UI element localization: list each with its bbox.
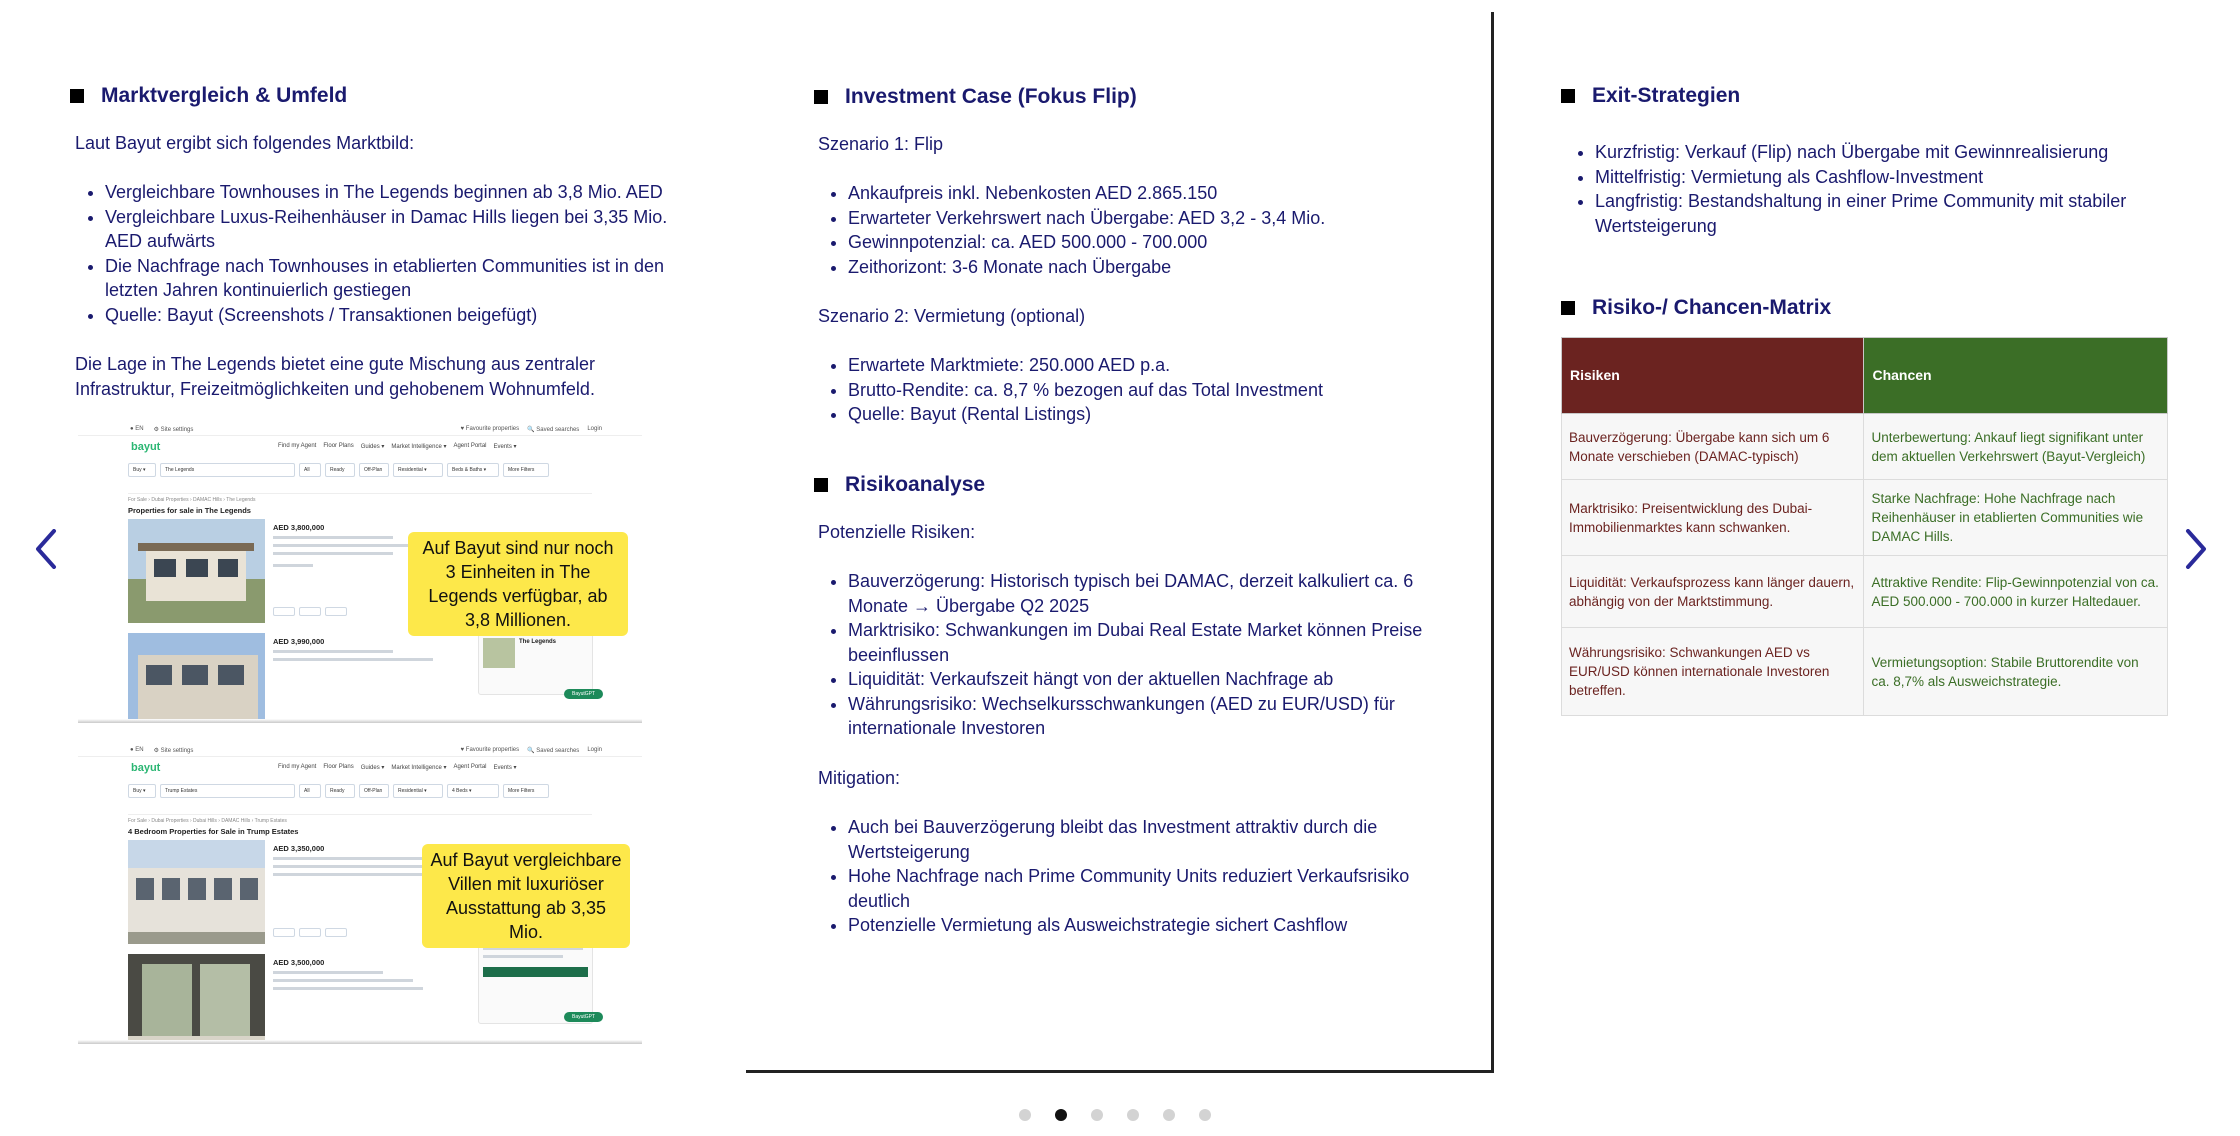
list-item: • Währungsrisiko: Wechselkursschwankungen (AED zu EUR/USD) für internationale Investoren bbox=[848, 692, 1428, 741]
list-item: • Bauverzögerung: Historisch typisch bei DAMAC, derzeit kalkuliert ca. 6 Monate → Übergabe Q2 2025 bbox=[848, 569, 1428, 618]
callout-legends: Auf Bayut sind nur noch 3 Einheiten in The Legends verfügbar, ab 3,8 Millionen. bbox=[408, 532, 628, 636]
square-bullet-icon bbox=[1561, 301, 1575, 315]
summary-text: Die Lage in The Legends bietet eine gute Mischung aus zentraler Infrastruktur, Freizeitmöglichkeiten und gehobenem Wohnumfeld. bbox=[75, 354, 596, 399]
carousel-dot[interactable] bbox=[1019, 1109, 1031, 1121]
community-card: The Legends bbox=[478, 633, 593, 695]
list-item: • Mittelfristig: Vermietung als Cashflow-Investment bbox=[1595, 165, 2165, 190]
chance-cell: Vermietungsoption: Stabile Bruttorendite von ca. 8,7% als Ausweichstrategie. bbox=[1864, 628, 2168, 716]
list-item: • Zeithorizont: 3-6 Monate nach Übergabe bbox=[848, 255, 1458, 280]
square-bullet-icon bbox=[814, 478, 828, 492]
list-item: • Langfristig: Bestandshaltung in einer Prime Community mit stabiler Wertsteigerung bbox=[1595, 189, 2165, 238]
carousel-dot[interactable] bbox=[1127, 1109, 1139, 1121]
slide-page-middle bbox=[746, 12, 1494, 1073]
list-item: • Potenzielle Vermietung als Ausweichstrategie sichert Cashflow bbox=[848, 913, 1418, 938]
listing-price: AED 3,990,000 bbox=[273, 637, 325, 646]
risk-cell: Marktrisiko: Preisentwicklung des Dubai-Immobilienmarktes kann schwanken. bbox=[1562, 480, 1864, 556]
risk-chance-matrix bbox=[1561, 337, 2168, 716]
listing-price: AED 3,350,000 bbox=[273, 844, 325, 853]
square-bullet-icon bbox=[70, 89, 84, 103]
carousel-dot[interactable] bbox=[1091, 1109, 1103, 1121]
callout-trump-estates: Auf Bayut vergleichbare Villen mit luxuriöser Ausstattung ab 3,35 Mio. bbox=[422, 844, 630, 948]
chevron-right-icon bbox=[2184, 529, 2208, 569]
list-item: • Ankaufpreis inkl. Nebenkosten AED 2.865.150 bbox=[848, 181, 1458, 206]
list-item: • Quelle: Bayut (Screenshots / Transaktionen beigefügt) bbox=[105, 303, 675, 328]
villa-photo bbox=[128, 633, 265, 723]
intro-text: Laut Bayut ergibt sich folgendes Marktbild: bbox=[75, 133, 415, 153]
mitigation-label: Mitigation: bbox=[818, 768, 901, 788]
list-item: • Kurzfristig: Verkauf (Flip) nach Übergabe mit Gewinnrealisierung bbox=[1595, 140, 2165, 165]
list-item: • Vergleichbare Luxus-Reihenhäuser in Damac Hills liegen bei 3,35 Mio. AED aufwärts bbox=[105, 205, 675, 254]
listing-card bbox=[128, 840, 463, 952]
carousel-dot[interactable] bbox=[1055, 1109, 1067, 1121]
mitigation-list bbox=[818, 815, 1418, 938]
section-title-risiko-chancen-matrix: Risiko-/ Chancen-Matrix bbox=[1561, 296, 1831, 320]
exit-list bbox=[1565, 140, 2165, 238]
chance-cell: Attraktive Rendite: Flip-Gewinnpotenzial von ca. AED 500.000 - 700.000 in kurzer Haltedauer. bbox=[1864, 556, 2168, 628]
bayut-screenshot-trump-estates: ● EN ⚙ Site settings ♥ Favourite properties 🔍 Saved searches Login bayut Find my Agent Floor Plans Guides ▾ Market Intelligence ▾ Agent Portal Events ▾ Buy ▾ Trump Estates All Ready Off-Plan Residential ▾ 4 Beds ▾ More Filters For Sale › Dubai Properties › Dubai Hills › DAMAC Hills › Trump Estates 4 Bedroom Properties for Sale in Trump Estates AED 3,350,000 AED 3,500,000 BayutGPT Auf Bayut vergleichbare Villen mit luxuriöser Ausstattung ab 3,35 Mio. bbox=[78, 744, 642, 1044]
list-item: • Liquidität: Verkaufszeit hängt von der aktuellen Nachfrage ab bbox=[848, 667, 1428, 692]
list-item: • Auch bei Bauverzögerung bleibt das Investment attraktiv durch die Wertsteigerung bbox=[848, 815, 1418, 864]
risk-cell: Liquidität: Verkaufsprozess kann länger dauern, abhängig von der Marktstimmung. bbox=[1562, 556, 1864, 628]
table-row bbox=[1562, 628, 2168, 716]
bayutgpt-button: BayutGPT bbox=[564, 1012, 603, 1022]
carousel-pagination bbox=[1019, 1109, 1211, 1121]
listing-heading: 4 Bedroom Properties for Sale in Trump Estates bbox=[128, 827, 299, 836]
risks-label: Potenzielle Risiken: bbox=[818, 522, 976, 542]
list-item: • Vergleichbare Townhouses in The Legends beginnen ab 3,8 Mio. AED bbox=[105, 180, 675, 205]
carousel-next-button[interactable] bbox=[2176, 527, 2216, 571]
scenario2-label: Szenario 2: Vermietung (optional) bbox=[818, 306, 1086, 326]
risks-list bbox=[818, 569, 1428, 741]
bayut-screenshot-legends: ● EN ⚙ Site settings ♥ Favourite properties 🔍 Saved searches Login bayut Find my Agent Floor Plans Guides ▾ Market Intelligence ▾ Agent Portal Events ▾ Buy ▾ The Legends All Ready Off-Plan Residential ▾ Beds & Baths ▾ More Filters For Sale › Dubai Properties › DAMAC Hills › The Legends Properties for sale in The Legends AED 3,800,000 AED 3,990,000 The Legends BayutGPT Auf Bayut sind nur noch 3 Einheiten in The Legends verfügbar, ab 3,8 Millionen. bbox=[78, 423, 642, 723]
risk-cell: Währungsrisiko: Schwankungen AED vs EUR/USD können internationale Investoren betreffen. bbox=[1562, 628, 1864, 716]
bayut-logo: bayut bbox=[131, 762, 161, 774]
bayutgpt-button: BayutGPT bbox=[564, 689, 603, 699]
scenario1-list bbox=[818, 181, 1458, 279]
listing-card bbox=[128, 954, 463, 1044]
villa-photo bbox=[128, 840, 265, 944]
carousel-dot[interactable] bbox=[1199, 1109, 1211, 1121]
list-item: • Hohe Nachfrage nach Prime Community Units reduziert Verkaufsrisiko deutlich bbox=[848, 864, 1418, 913]
slide-page-left bbox=[0, 0, 745, 1070]
list-item: • Gewinnpotenzial: ca. AED 500.000 - 700.000 bbox=[848, 230, 1458, 255]
interior-photo bbox=[128, 954, 265, 1044]
listing-price: AED 3,500,000 bbox=[273, 958, 325, 967]
list-item: • Erwarteter Verkehrswert nach Übergabe: AED 3,2 - 3,4 Mio. bbox=[848, 206, 1458, 231]
list-item: • Brutto-Rendite: ca. 8,7 % bezogen auf das Total Investment bbox=[848, 378, 1458, 403]
chance-cell: Starke Nachfrage: Hohe Nachfrage nach Reihenhäuser in etablierten Communities wie DAMAC Hills. bbox=[1864, 480, 2168, 556]
section-title-risikoanalyse: Risikoanalyse bbox=[814, 473, 985, 497]
carousel-dot[interactable] bbox=[1163, 1109, 1175, 1121]
list-item: • Erwartete Marktmiete: 250.000 AED p.a. bbox=[848, 353, 1458, 378]
list-item: • Die Nachfrage nach Townhouses in etablierten Communities ist in den letzten Jahren kontinuierlich gestiegen bbox=[105, 254, 675, 303]
table-row bbox=[1562, 414, 2168, 480]
risk-cell: Bauverzögerung: Übergabe kann sich um 6 Monate verschieben (DAMAC-typisch) bbox=[1562, 414, 1864, 480]
listing-card bbox=[128, 633, 463, 723]
square-bullet-icon bbox=[1561, 89, 1575, 103]
list-item: • Marktrisiko: Schwankungen im Dubai Real Estate Market können Preise beeinflussen bbox=[848, 618, 1428, 667]
bayut-logo: bayut bbox=[131, 441, 161, 453]
section-title-exit-strategien: Exit-Strategien bbox=[1561, 84, 1740, 108]
scenario1-label: Szenario 1: Flip bbox=[818, 134, 944, 154]
list-item: • Quelle: Bayut (Rental Listings) bbox=[848, 402, 1458, 427]
header-chancen: Chancen bbox=[1864, 338, 2168, 414]
listing-price: AED 3,800,000 bbox=[273, 523, 325, 532]
table-header-row bbox=[1562, 338, 2168, 414]
square-bullet-icon bbox=[814, 90, 828, 104]
section-title-investment-case: Investment Case (Fokus Flip) bbox=[814, 85, 1137, 109]
table-row bbox=[1562, 556, 2168, 628]
chevron-left-icon bbox=[34, 529, 58, 569]
table-row bbox=[1562, 480, 2168, 556]
listing-heading: Properties for sale in The Legends bbox=[128, 506, 251, 515]
carousel-prev-button[interactable] bbox=[26, 527, 66, 571]
header-risiken: Risiken bbox=[1562, 338, 1864, 414]
chance-cell: Unterbewertung: Ankauf liegt signifikant unter dem aktuellen Verkehrswert (Bayut-Vergleich) bbox=[1864, 414, 2168, 480]
scenario2-list bbox=[818, 353, 1458, 427]
section-title-marktvergleich: Marktvergleich & Umfeld bbox=[70, 84, 347, 108]
villa-photo bbox=[128, 519, 265, 623]
market-bullet-list bbox=[75, 180, 675, 327]
